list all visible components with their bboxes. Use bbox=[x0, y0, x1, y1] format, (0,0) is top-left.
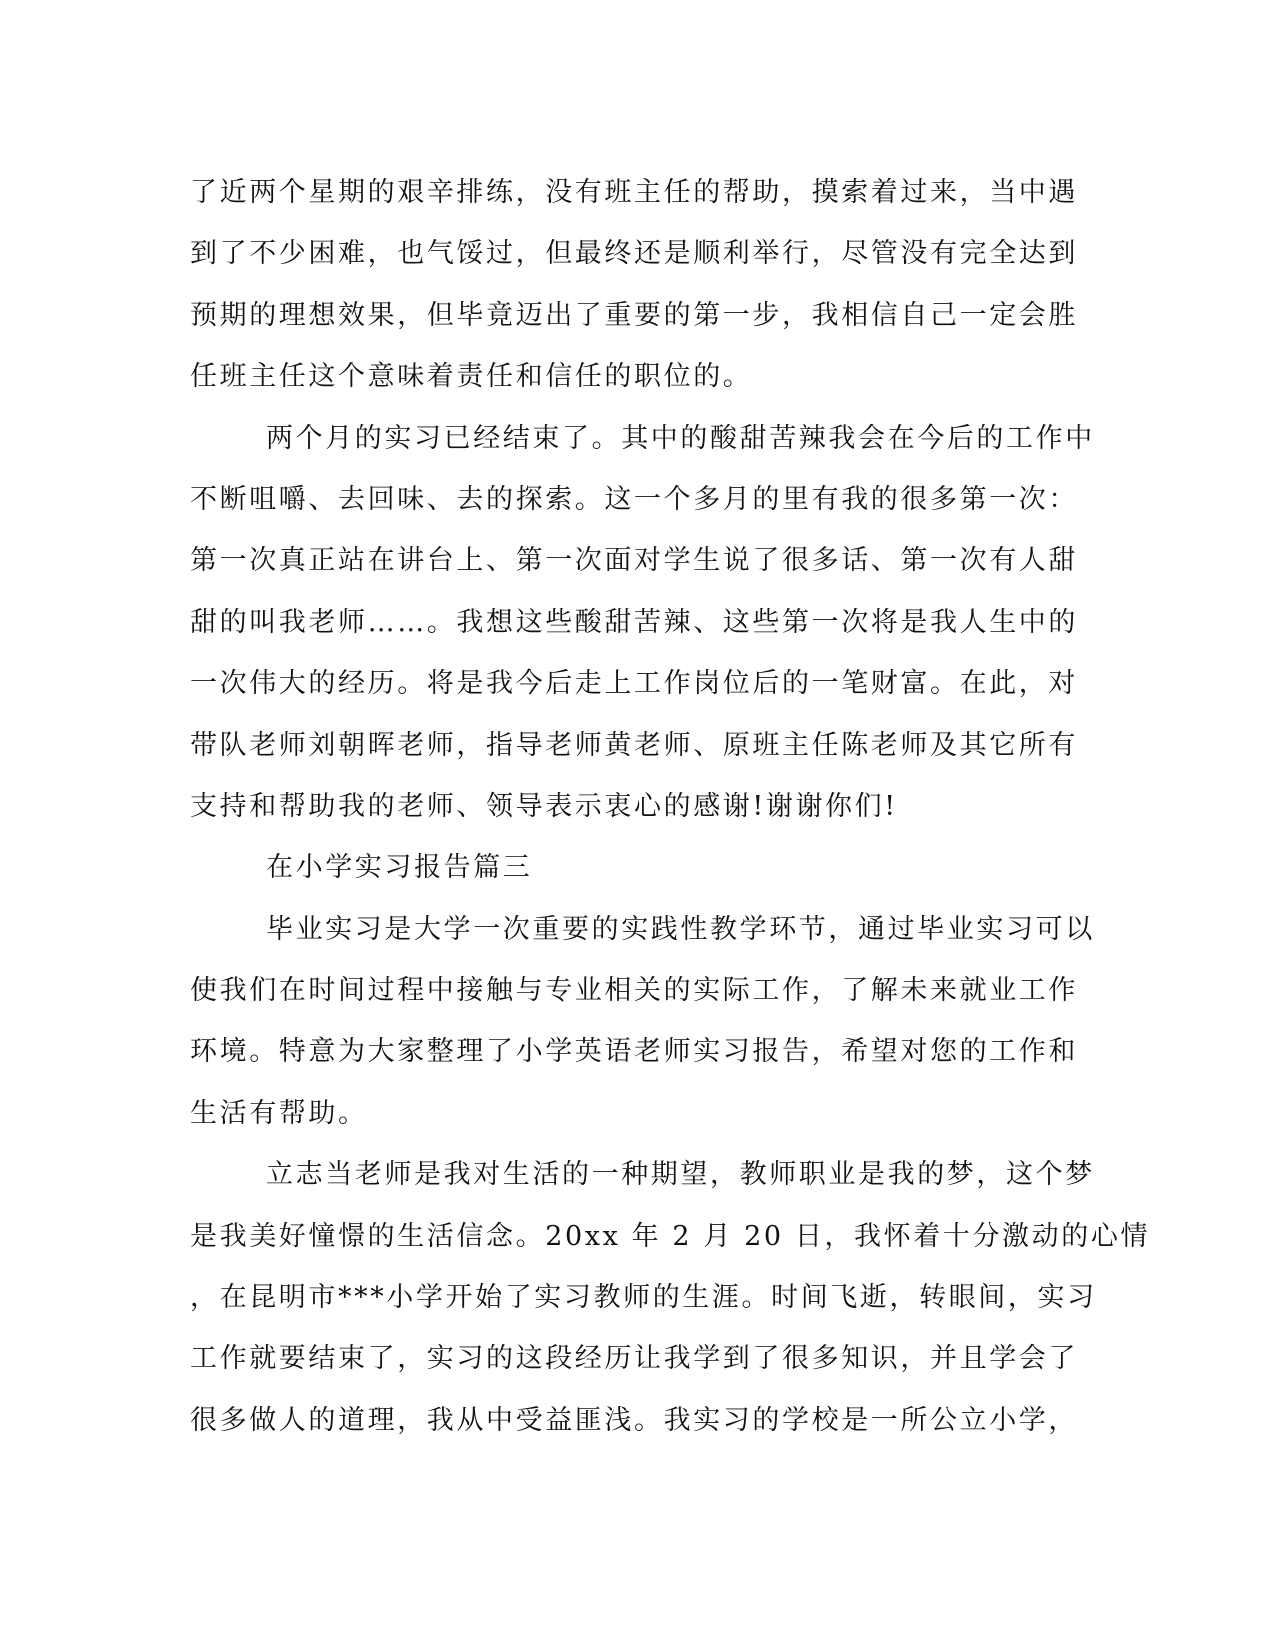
text-line: 任班主任这个意味着责任和信任的职位的。 bbox=[190, 361, 753, 393]
text-line: 支持和帮助我的老师、领导表示衷心的感谢!谢谢你们! bbox=[190, 790, 898, 822]
text-line: 第一次真正站在讲台上、第一次面对学生说了很多话、第一次有人甜 bbox=[190, 545, 1078, 577]
text-line: 是我美好憧憬的生活信念。20xx 年 2 月 20 日，我怀着十分激动的心情 bbox=[190, 1220, 1151, 1252]
text-line: 生活有帮助。 bbox=[190, 1097, 368, 1129]
text-line: 一次伟大的经历。将是我今后走上工作岗位后的一笔财富。在此，对 bbox=[190, 668, 1078, 700]
text-line: 带队老师刘朝晖老师，指导老师黄老师、原班主任陈老师及其它所有 bbox=[190, 729, 1078, 761]
text-line: 很多做人的道理，我从中受益匪浅。我实习的学校是一所公立小学， bbox=[190, 1404, 1078, 1436]
text-line: 了近两个星期的艰辛排练，没有班主任的帮助，摸索着过来，当中遇 bbox=[190, 177, 1078, 208]
text-line: 在小学实习报告篇三 bbox=[266, 852, 533, 884]
text-line: 预期的理想效果，但毕竟迈出了重要的第一步，我相信自己一定会胜 bbox=[190, 299, 1078, 331]
body-text bbox=[190, 162, 1151, 1451]
text-line: 立志当老师是我对生活的一种期望，教师职业是我的梦，这个梦 bbox=[266, 1159, 1095, 1191]
text-line: 工作就要结束了，实习的这段经历让我学到了很多知识，并且学会了 bbox=[190, 1343, 1078, 1375]
text-line: 到了不少困难，也气馁过，但最终还是顺利举行，尽管没有完全达到 bbox=[190, 238, 1078, 270]
text-line: 不断咀嚼、去回味、去的探索。这一个多月的里有我的很多第一次： bbox=[190, 483, 1078, 515]
text-line: 甜的叫我老师……。我想这些酸甜苦辣、这些第一次将是我人生中的 bbox=[190, 606, 1078, 638]
text-line: 环境。特意为大家整理了小学英语老师实习报告，希望对您的工作和 bbox=[190, 1036, 1078, 1068]
text-line: 毕业实习是大学一次重要的实践性教学环节，通过毕业实习可以 bbox=[266, 913, 1095, 945]
text-line: ，在昆明市***小学开始了实习教师的生涯。时间飞逝，转眼间，实习 bbox=[190, 1282, 1097, 1314]
text-line: 两个月的实习已经结束了。其中的酸甜苦辣我会在今后的工作中 bbox=[266, 422, 1095, 454]
text-line: 使我们在时间过程中接触与专业相关的实际工作，了解未来就业工作 bbox=[190, 975, 1078, 1007]
